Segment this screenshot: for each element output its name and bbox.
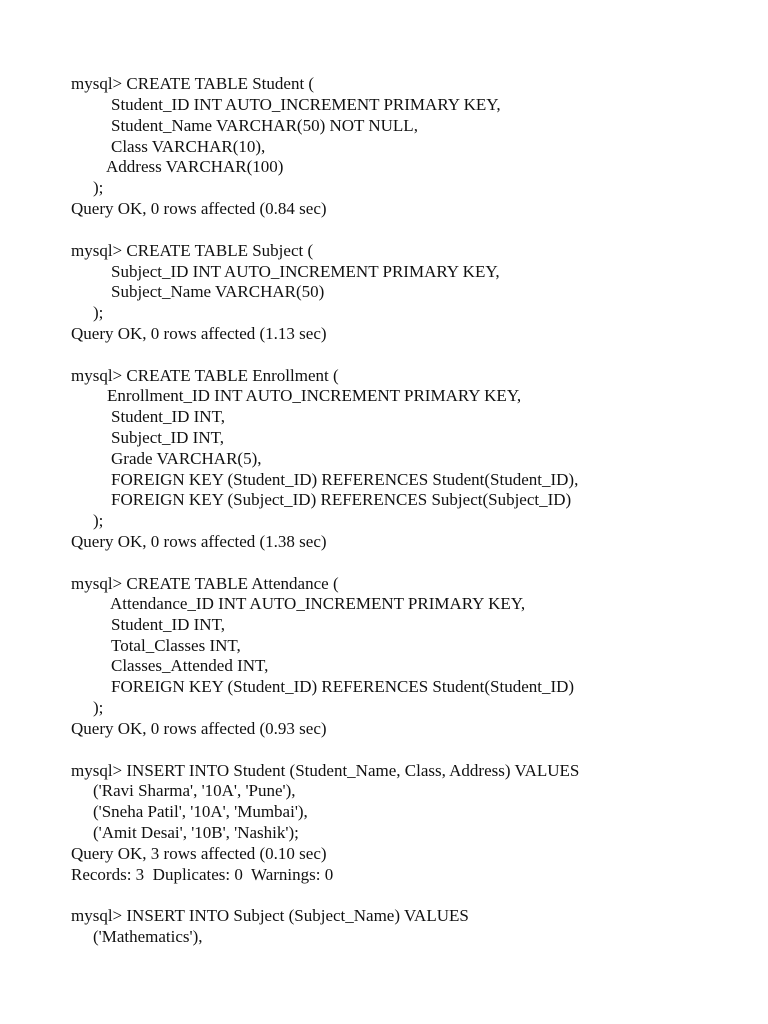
sql-line: Student_ID INT, [111,615,225,634]
sql-line: ); [93,178,104,197]
query-result-line: Query OK, 0 rows affected (0.84 sec) [71,199,327,218]
sql-line: Address VARCHAR(100) [106,157,284,176]
query-result-line: Query OK, 0 rows affected (1.38 sec) [71,532,327,551]
sql-line: ); [93,511,104,530]
query-result-line: Query OK, 3 rows affected (0.10 sec) [71,844,327,863]
sql-line: FOREIGN KEY (Student_ID) REFERENCES Student(Student_ID) [111,677,575,696]
sql-line: Student_ID INT, [111,407,225,426]
sql-line: mysql> CREATE TABLE Attendance ( [71,574,339,593]
sql-line: Class VARCHAR(10), [111,137,266,156]
sql-line: mysql> INSERT INTO Student (Student_Name, Class, Address) VALUES [71,761,580,780]
sql-line: Classes_Attended INT, [111,656,269,675]
sql-line: Student_Name VARCHAR(50) NOT NULL, [111,116,418,135]
sql-line: ('Sneha Patil', '10A', 'Mumbai'), [93,802,308,821]
query-result-line: Query OK, 0 rows affected (1.13 sec) [71,324,327,343]
query-result-line: Records: 3 Duplicates: 0 Warnings: 0 [71,865,334,884]
sql-line: Student_ID INT AUTO_INCREMENT PRIMARY KEY, [111,95,501,114]
sql-line: mysql> CREATE TABLE Student ( [71,74,315,93]
sql-line: mysql> CREATE TABLE Enrollment ( [71,366,339,385]
sql-line: Enrollment_ID INT AUTO_INCREMENT PRIMARY KEY, [107,386,522,405]
sql-line: Grade VARCHAR(5), [111,449,262,468]
sql-line: Subject_ID INT AUTO_INCREMENT PRIMARY KEY, [111,262,500,281]
sql-line: ('Mathematics'), [93,927,203,946]
sql-line: Total_Classes INT, [111,636,241,655]
sql-line: mysql> CREATE TABLE Subject ( [71,241,314,260]
sql-line: ('Ravi Sharma', '10A', 'Pune'), [93,781,296,800]
sql-line: FOREIGN KEY (Student_ID) REFERENCES Student(Student_ID), [111,470,579,489]
sql-line: Attendance_ID INT AUTO_INCREMENT PRIMARY KEY, [110,594,526,613]
sql-line: FOREIGN KEY (Subject_ID) REFERENCES Subject(Subject_ID) [111,490,572,509]
sql-line: Subject_Name VARCHAR(50) [111,282,325,301]
sql-line: ('Amit Desai', '10B', 'Nashik'); [93,823,299,842]
query-result-line: Query OK, 0 rows affected (0.93 sec) [71,719,327,738]
sql-line: Subject_ID INT, [111,428,224,447]
sql-line: ); [93,303,104,322]
sql-line: mysql> INSERT INTO Subject (Subject_Name) VALUES [71,906,469,925]
sql-line: ); [93,698,104,717]
